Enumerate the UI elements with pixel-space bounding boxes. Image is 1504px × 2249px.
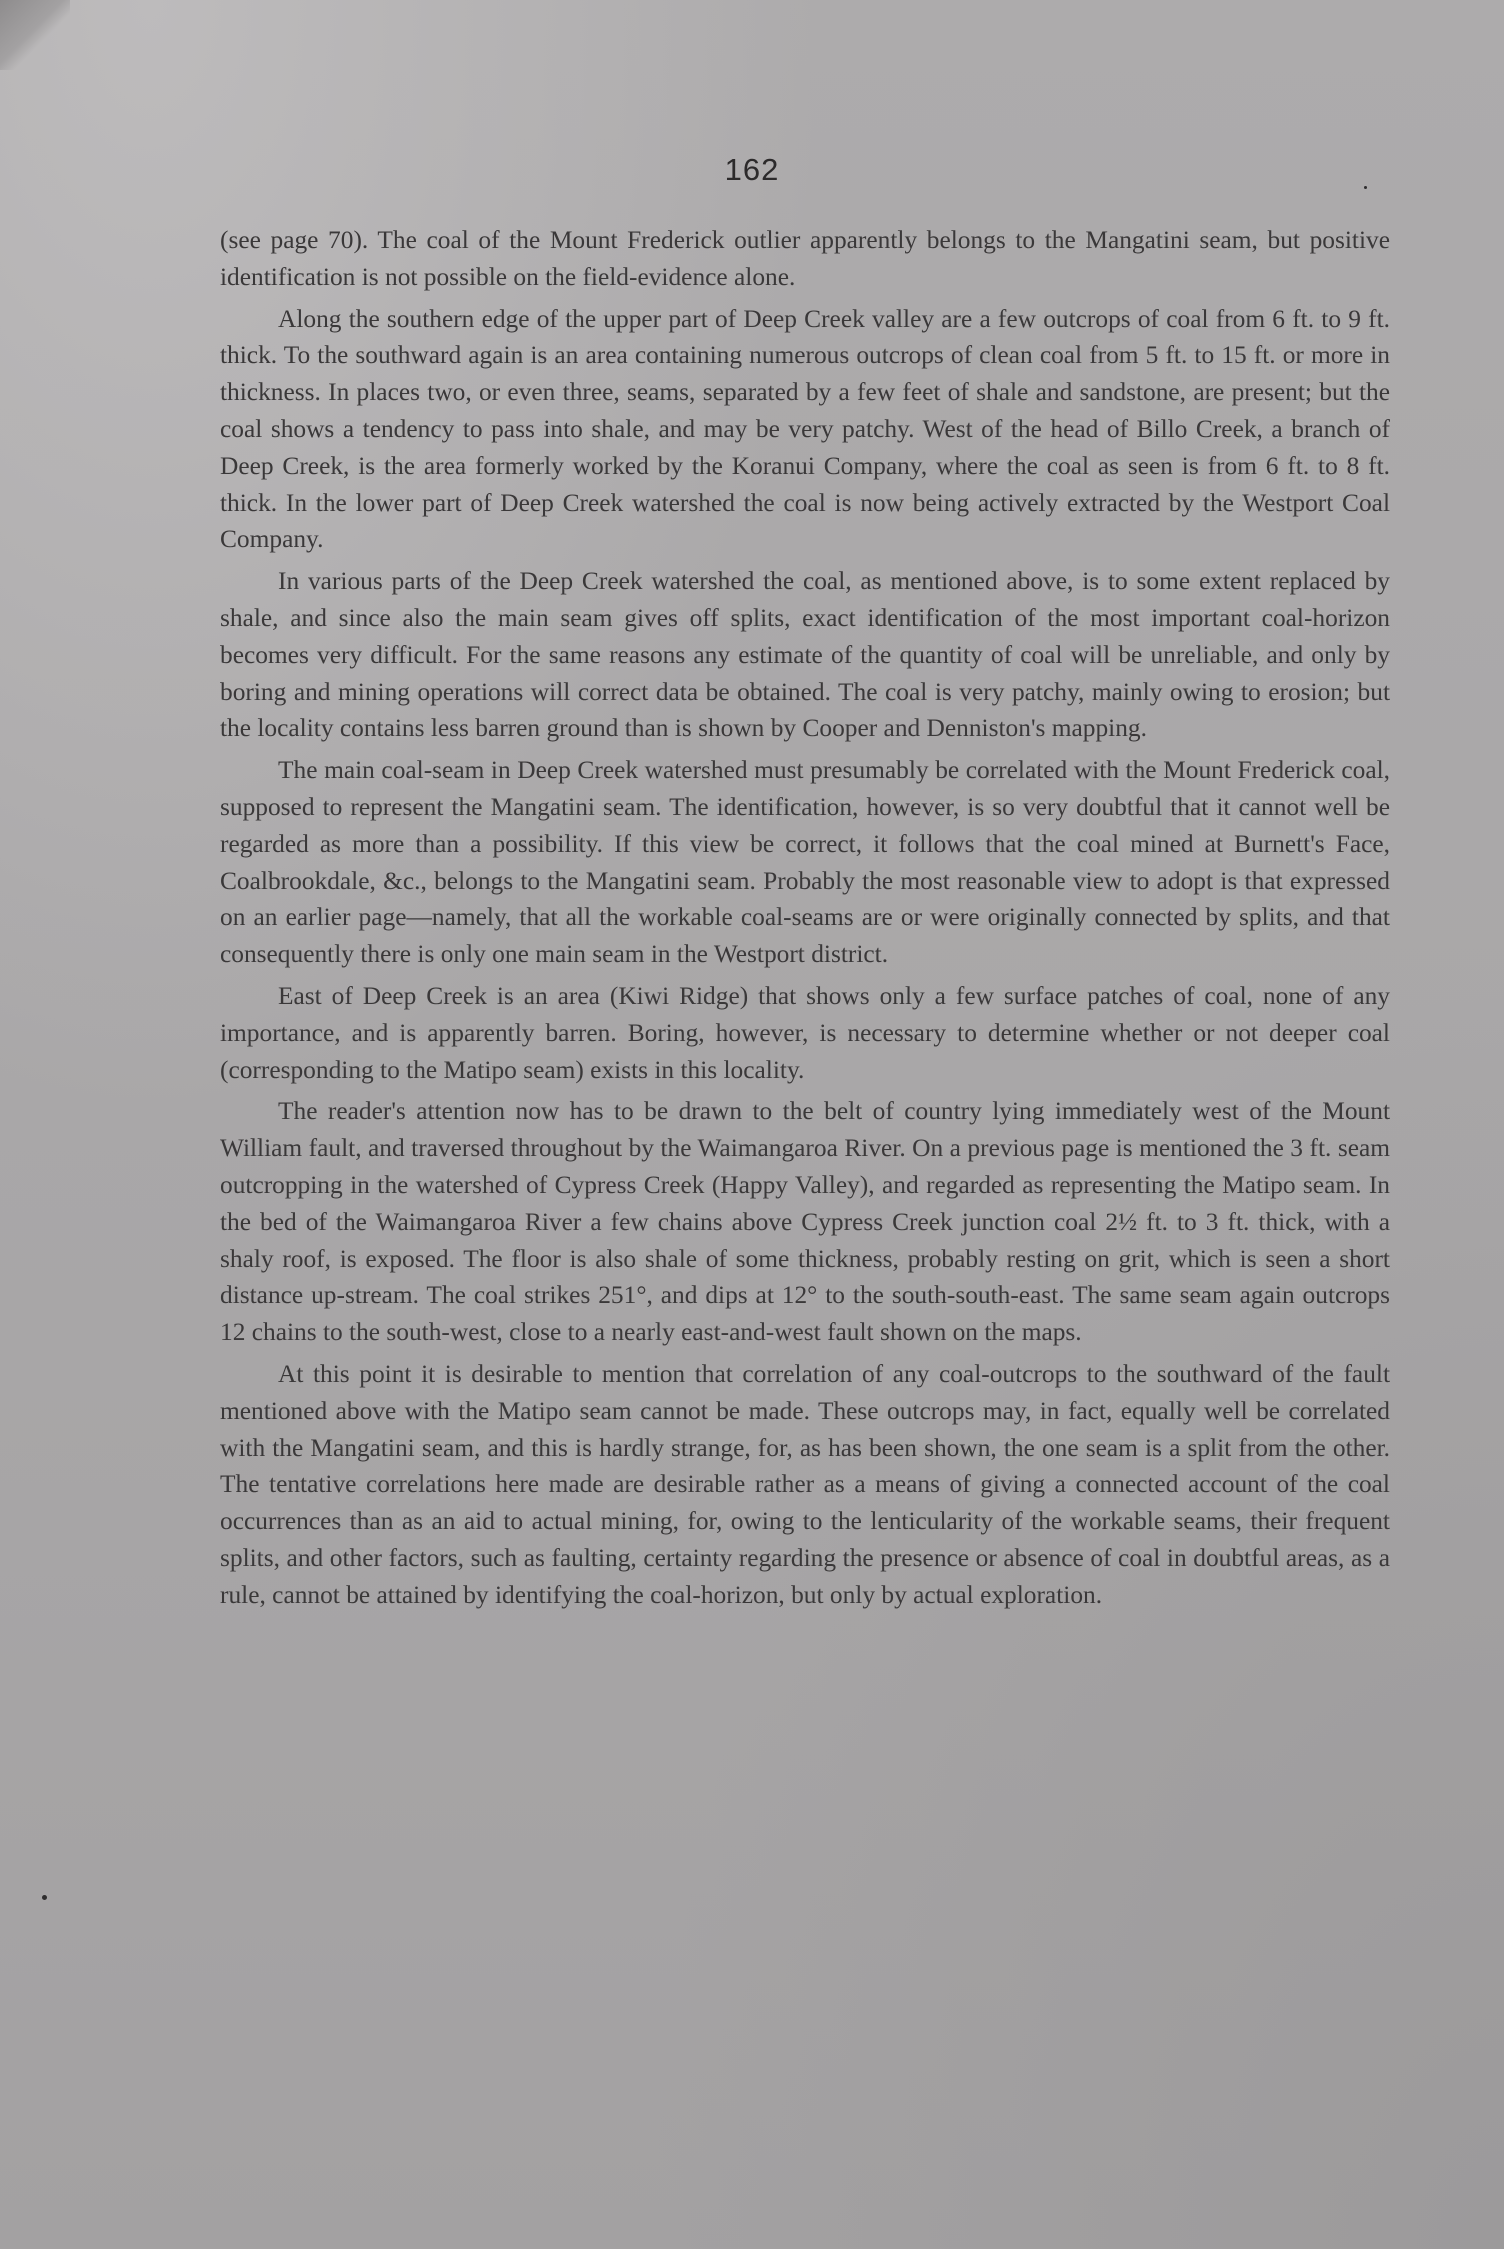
paragraph-7: At this point it is desirable to mention that correlation of any coal-outcrops to the southward of the fault mentioned above with the Matipo seam cannot be made. These outcrops may, in fact, equally well be correlated with the Mangatini seam, and this is hardly strange, for, as has been shown, the one seam is a split from the other. The tentative correlations here made are desirable rather as a means of giving a connected account of the coal occurrences than as an aid to actual mining, for, owing to the lenticularity of the workable seams, their frequent splits, and other factors, such as faulting, certainty regarding the presence or absence of coal in doubtful areas, as a rule, cannot be attained by identifying the coal-horizon, but only by actual exploration. [220, 1359, 1390, 1609]
page-number: 162 [724, 152, 780, 187]
body-text [220, 222, 1390, 1618]
paragraph-4: The main coal-seam in Deep Creek watershed must presumably be correlated with the Mount Frederick coal, supposed to represent the Mangatini seam. The identification, however, is so very doubtful that it cannot well be regarded as more than a possibility. If this view be correct, it follows that the coal mined at Burnett's Face, Coalbrookdale, &c., belongs to the Mangatini seam. Probably the most reasonable view to adopt is that expressed on an earlier page—namely, that all the workable coal-seams are or were originally connected by splits, and that consequently there is only one main seam in the Westport district. [220, 756, 1390, 969]
page-corner-shadow [0, 0, 70, 70]
print-speck [42, 1895, 47, 1900]
paragraph-5: East of Deep Creek is an area (Kiwi Ridge) that shows only a few surface patches of coal, none of any importance, and is apparently barren. Boring, however, is necessary to determine whether or not deeper coal (corresponding to the Matipo seam) exists in this locality. [220, 981, 1390, 1084]
paragraph-2: Along the southern edge of the upper part of Deep Creek valley are a few outcrops of coal from 6 ft. to 9 ft. thick. To the southward again is an area containing numerous outcrops of clean coal from 5 ft. to 15 ft. or more in thickness. In places two, or even three, seams, separated by a few feet of shale and sandstone, are present; but the coal shows a tendency to pass into shale, and may be very patchy. West of the head of Billo Creek, a branch of Deep Creek, is the area formerly worked by the Koranui Company, where the coal as seen is from 6 ft. to 8 ft. thick. In the lower part of Deep Creek watershed the coal is now being actively extracted by the Westport Coal Company. [220, 304, 1390, 554]
paragraph-1: (see page 70). The coal of the Mount Frederick outlier apparently belongs to the Mangatini seam, but positive identification is not possible on the field-evidence alone. [220, 226, 1390, 291]
paragraph-3: In various parts of the Deep Creek watershed the coal, as mentioned above, is to some extent replaced by shale, and since also the main seam gives off splits, exact identification of the most important coal-horizon becomes very difficult. For the same reasons any estimate of the quantity of coal will be unreliable, and only by boring and mining operations will correct data be obtained. The coal is very patchy, mainly owing to erosion; but the locality contains less barren ground than is shown by Cooper and Denniston's mapping. [220, 567, 1390, 743]
paragraph-6: The reader's attention now has to be drawn to the belt of country lying immediately west of the Mount William fault, and traversed throughout by the Waimangaroa River. On a previous page is mentioned the 3 ft. seam outcropping in the watershed of Cypress Creek (Happy Valley), and regarded as representing the Matipo seam. In the bed of the Waimangaroa River a few chains above Cypress Creek junction coal 2½ ft. to 3 ft. thick, with a shaly roof, is exposed. The floor is also shale of some thickness, probably resting on grit, which is seen a short distance up-stream. The coal strikes 251°, and dips at 12° to the south-south-east. The same seam again outcrops 12 chains to the south-west, close to a nearly east-and-west fault shown on the maps. [220, 1097, 1390, 1347]
print-speck [1364, 186, 1367, 189]
